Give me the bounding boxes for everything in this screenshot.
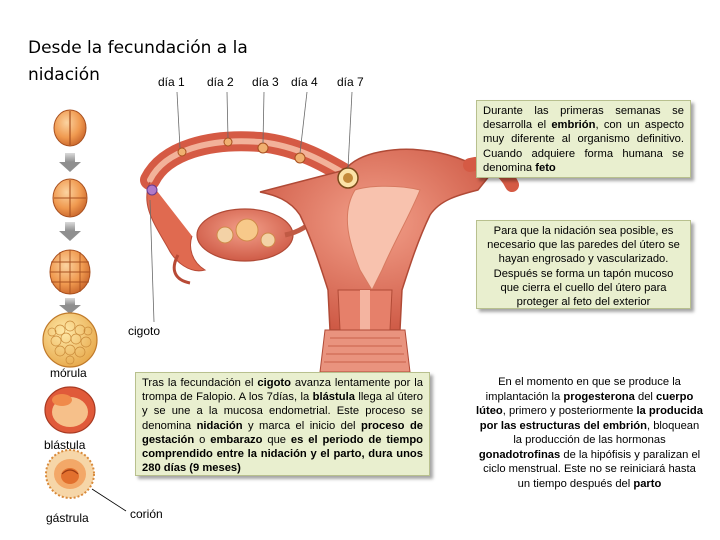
zygote-marker [147,185,157,195]
arrow-down-3 [59,298,81,314]
fecundation-info-box: Tras la fecundación el cigoto avanza lentamente por la trompa de Falopio. A los 7días, la blástula llega al útero y se une a la mucosa endometrial. Este proceso se denomina nidación y marca el inicio del proceso de gestación o embarazo que es el periodo de tiempo comprendido entre la nidación y el parto, dura unos 280 días (9 meses) [135,372,430,476]
day-label-7: día 7 [337,75,364,89]
cigoto-label: cigoto [128,324,161,338]
day-label-2: día 2 [207,75,234,89]
day-label-1: día 1 [158,75,185,89]
day-label-3: día 3 [252,75,279,89]
nidation-info-box: Para que la nidación sea posible, es necesario que las paredes del útero se hayan engrosado y vascularizado. Después se forma un tapón mucoso que cierra el cuello del útero para proteger al feto del exterior [476,220,691,309]
arrow-down-1 [59,153,81,172]
blastula-label: blástula [44,438,86,452]
morula-label: mórula [50,366,87,380]
two-cell-stage [54,110,86,146]
uterus-illustration [147,138,512,372]
day-label-4: día 4 [291,75,318,89]
four-cell-stage [53,179,87,217]
page-title: Desde la fecundación a la nidación [28,38,248,85]
corion-pointer [92,489,126,511]
blastula [45,387,95,433]
embryo-info-box: Durante las primeras semanas se desarrolla el embrión, con un aspecto muy diferente al organismo definitivo. Cuando adquiere forma humana se denomina feto [476,100,691,178]
morula [43,313,97,367]
gastrula-label: gástrula [46,511,89,525]
gastrula [46,450,94,498]
eight-cell-stage [50,250,90,294]
corion-label: corión [130,507,163,521]
arrow-down-2 [59,222,81,241]
implantation-text: En el momento en que se produce la implantación la progesterona del cuerpo lúteo, primero y posteriormente la producida por las estructuras del embrión, bloquean la producción de las hormonas gonadotrofinas de la hipófisis y paralizan el ciclo menstrual. Este no se reiniciará hasta un tiempo después del parto [476,376,703,490]
